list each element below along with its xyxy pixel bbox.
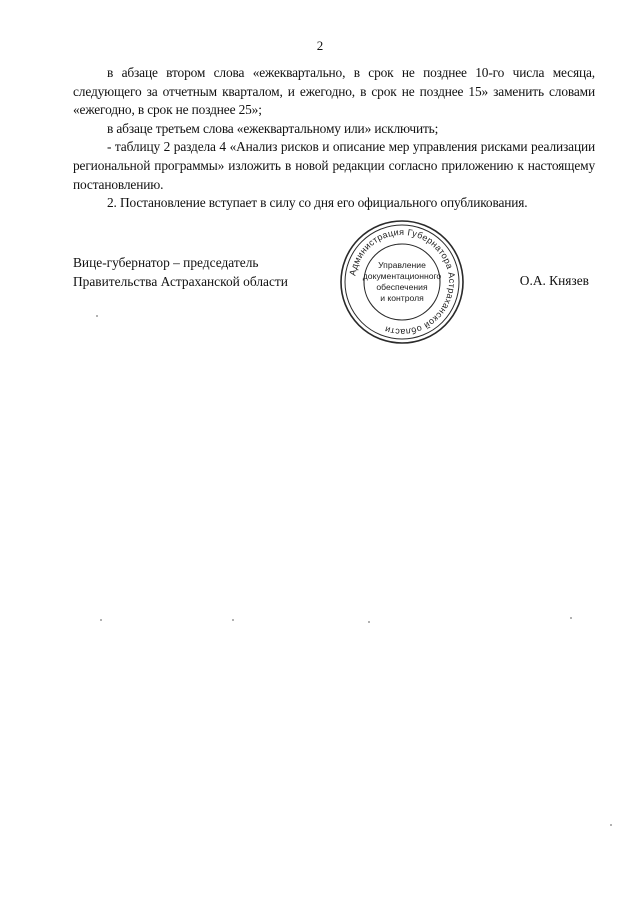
signature-block bbox=[73, 254, 595, 294]
scan-speck bbox=[610, 824, 612, 826]
signatory-title-line-2: Правительства Астраханской области bbox=[73, 273, 288, 289]
paragraph-entry-into-force: 2. Постановление вступает в силу со дня его официального опубликования. bbox=[107, 195, 528, 211]
scan-speck bbox=[232, 619, 234, 621]
scan-speck bbox=[100, 619, 102, 621]
official-seal bbox=[337, 218, 467, 346]
seal-ring-text: Администрация Губернатора Астраханской области bbox=[347, 226, 458, 338]
signatory-name: О.А. Князев bbox=[519, 273, 589, 288]
seal-stamp-graphic bbox=[337, 218, 467, 346]
seal-center-line-3: обеспечения bbox=[376, 282, 428, 292]
seal-center-line-4: и контроля bbox=[380, 293, 424, 303]
paragraph-amend-second-abzac: в абзаце втором слова «ежеквартально, в срок не позднее 10-го числа месяца, следующего за отчетным кварталом, и ежегодно, в срок не позднее 15» заменить словами «ежегодно, в срок не позднее 25»; bbox=[73, 65, 595, 118]
paragraph-table-2: - таблицу 2 раздела 4 «Анализ рисков и описание мер управления рисками реализации региональной программы» изложить в новой редакции согласно приложению к настоящему постановлению. bbox=[73, 139, 595, 192]
seal-center-line-1: Управление bbox=[378, 260, 426, 270]
scan-speck bbox=[368, 621, 370, 623]
scan-speck bbox=[96, 315, 98, 317]
document-body bbox=[73, 64, 595, 213]
scan-speck bbox=[570, 617, 572, 619]
page-number: 2 bbox=[316, 38, 324, 53]
signatory-title bbox=[73, 254, 288, 291]
seal-center-line-2: документационного bbox=[362, 271, 442, 281]
signatory-title-line-1: Вице-губернатор – председатель bbox=[73, 255, 259, 270]
paragraph-amend-third-abzac: в абзаце третьем слова «ежеквартальному или» исключить; bbox=[107, 120, 439, 136]
